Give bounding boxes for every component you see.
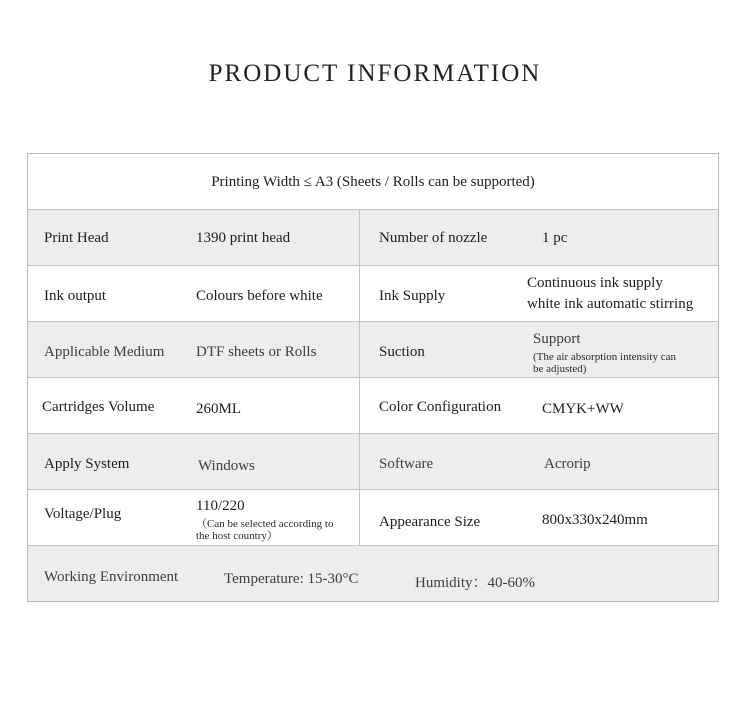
nozzle-value: 1 pc: [542, 230, 568, 246]
column-divider: [359, 266, 360, 321]
voltage-note-line1: （Can be selected according to: [196, 518, 334, 530]
ink-output-label: Ink output: [44, 288, 107, 304]
nozzle-label: Number of nozzle: [379, 230, 488, 246]
page-title: PRODUCT INFORMATION: [208, 60, 542, 87]
column-divider: [359, 322, 360, 377]
header-row: [28, 154, 718, 210]
voltage-value: 110/220: [196, 498, 245, 514]
column-divider: [359, 490, 360, 545]
temperature-value: Temperature: 15-30°C: [224, 571, 359, 587]
medium-value: DTF sheets or Rolls: [196, 344, 317, 360]
table-row: [28, 434, 718, 490]
column-divider: [359, 378, 360, 433]
suction-value: Support: [533, 331, 581, 347]
ink-supply-value-line2: white ink automatic stirring: [527, 296, 694, 312]
software-value: Acrorip: [544, 456, 591, 472]
voltage-note-line2: the host country）: [196, 530, 278, 542]
column-divider: [359, 210, 360, 265]
working-environment-row: [28, 546, 718, 601]
table-row: [28, 210, 718, 266]
working-environment-label: Working Environment: [44, 569, 179, 585]
cartridges-value: 260ML: [196, 401, 241, 417]
suction-note-line1: (The air absorption intensity can: [533, 351, 676, 363]
suction-label: Suction: [379, 344, 425, 360]
table-row: [28, 378, 718, 434]
medium-label: Applicable Medium: [44, 344, 165, 360]
cartridges-label: Cartridges Volume: [42, 399, 155, 415]
voltage-label: Voltage/Plug: [44, 506, 122, 522]
column-divider: [359, 434, 360, 489]
suction-note-line2: be adjusted): [533, 363, 587, 375]
apply-system-label: Apply System: [44, 456, 130, 472]
table-row: [28, 322, 718, 378]
color-config-label: Color Configuration: [379, 399, 502, 415]
spec-table: [27, 153, 719, 602]
print-head-value: 1390 print head: [196, 230, 291, 246]
humidity-value: Humidity：40-60%: [415, 575, 535, 591]
appearance-size-value: 800x330x240mm: [542, 512, 648, 528]
table-row: [28, 266, 718, 322]
software-label: Software: [379, 456, 434, 472]
ink-supply-value-line1: Continuous ink supply: [527, 275, 663, 291]
appearance-size-label: Appearance Size: [379, 514, 481, 530]
print-head-label: Print Head: [44, 230, 109, 246]
ink-output-value: Colours before white: [196, 288, 323, 304]
printing-width-text: Printing Width ≤ A3 (Sheets / Rolls can be supported): [211, 174, 535, 190]
ink-supply-label: Ink Supply: [379, 288, 446, 304]
table-row: [28, 490, 718, 546]
color-config-value: CMYK+WW: [542, 401, 624, 417]
apply-system-value: Windows: [198, 458, 255, 474]
